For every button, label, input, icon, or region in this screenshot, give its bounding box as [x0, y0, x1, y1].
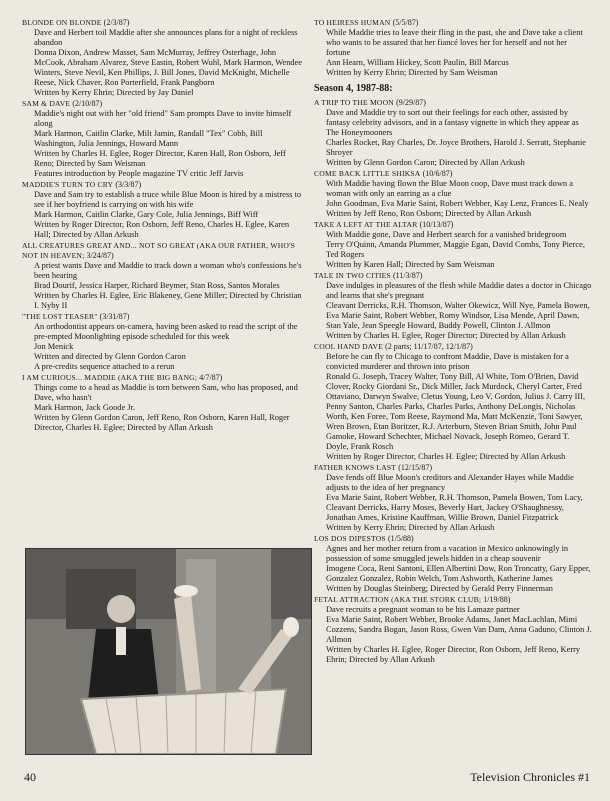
episode-date: (3/3/87) — [115, 180, 142, 189]
episode-date: 4/7/87) — [199, 373, 223, 382]
episode-text-line: Ronald G. Joseph, Tracey Walter, Tony Bill, Al White, Tom O'Brien, David Clover, Rocky Giordani Sr., Dick Miller, Jack Murdock, Cheryl Carter, Fred Ottaviano, Darwyn Swalve, Cletus Young, Leo V. Gordon, Julius J. Carry III, Penny Santon, Charles Parks, Charles Parks, Anthony DeLongis, Nicholas Worth, Ken Foree, Tom Reese, Raymond Ma, Matt McKenzie, Toni Sawyer, Wren Brown, Etan Boritzer, R.J. Arterburn, Steven Brian Smith, John Paul Gamoke, Howard Schechter, Michael Novack, Joseph Romeo, Gerard T. Doyle, Frank Rosch — [326, 372, 586, 451]
episode-text-line: Dave and Sam try to establish a truce while Blue Moon is hired by a mistress to see if her boyfriend is carrying on with his wife — [34, 190, 302, 209]
episode-photo — [25, 548, 312, 755]
episode-date: (1/5/88) — [387, 534, 414, 543]
episode-title: ALL CREATURES GREAT AND... NOT SO GREAT (AKA OUR FATHER, WHO'S NOT IN HEAVEN; — [22, 241, 296, 260]
episode-text-line: Mark Harmon, Caitlin Clarke, Milt Jamin, Randall "Tex" Cobb, Bill Washington, Julia Jennings, Howard Mann — [34, 129, 263, 148]
episode-heading — [314, 342, 593, 352]
episode-heading — [22, 18, 306, 28]
episode-title: TO HEIRESS HUMAN — [314, 18, 391, 27]
episode-heading — [314, 169, 593, 179]
photo-image — [26, 549, 311, 754]
episode-text-line: Features introduction by People magazine TV critic Jeff Jarvis — [34, 169, 244, 178]
episode-text-line: Written and directed by Glenn Gordon Caron — [34, 352, 186, 361]
episode-entry — [22, 241, 306, 311]
episode-entry — [22, 99, 306, 179]
episode-text-line: Terry O'Quinn, Amanda Plummer, Maggie Egan, David Combs, Tony Pierce, Ted Rogers — [326, 240, 585, 259]
episode-text-line: Written by Karen Hall; Directed by Sam Weisman — [326, 260, 495, 269]
episode-text-line: Things come to a head as Maddie is torn between Sam, who has proposed, and Dave, who hasn't — [34, 383, 298, 402]
episode-heading — [22, 241, 306, 261]
episode-text-line: Maddie's night out with her "old friend" Sam prompts Dave to invite himself along — [34, 109, 292, 128]
episode-date: (5/5/87) — [392, 18, 419, 27]
episode-text-line: Written by Charles H. Eglee, Roger Director; Directed by Allan Arkush — [326, 331, 566, 340]
episode-text-line: Charles Rocket, Ray Charles, Dr. Joyce Brothers, Harold J. Serratt, Stephanie Shroyer — [326, 138, 587, 157]
episode-text-line: Mark Harmon, Jack Goode Jr. — [34, 403, 135, 412]
episode-text-line: Written by Roger Director, Charles H. Eglee; Directed by Allan Arkush — [326, 452, 566, 461]
episode-text-line: Written by Glenn Gordon Caron, Jeff Reno, Ron Osborn, Karen Hall, Roger Director, Charles H. Eglee; Directed by Allan Arkush — [34, 413, 290, 432]
episode-text-line: A pre-credits sequence attached to a rerun — [34, 362, 175, 371]
episode-heading — [22, 99, 306, 109]
episode-date: 1/19/88) — [483, 595, 511, 604]
episode-entry — [314, 18, 593, 78]
episode-text-line: Before he can fly to Chicago to confront Maddie, Dave is mistaken for a convicted murderer and thrown into prison — [326, 352, 569, 371]
episode-text-line: Brad Dourif, Jessica Harper, Richard Beymer, Stan Ross, Santos Morales — [34, 281, 280, 290]
episode-entry — [22, 373, 306, 433]
episode-title: FETAL ATTRACTION (AKA THE STORK CLUB; — [314, 595, 482, 604]
episode-title: LOS DOS DIPESTOS — [314, 534, 386, 543]
episode-text-line: Written by Charles H. Eglee, Roger Director, Karen Hall, Ron Osborn, Jeff Reno; Directed by Sam Weisman — [34, 149, 286, 168]
episode-title: I AM CURIOUS... MADDIE (AKA THE BIG BANG; — [22, 373, 198, 382]
episode-text-line: While Maddie tries to leave their fling in the past, she and Dave take a client who wants to be assured that her fiancé loves her for herself and not her fortune — [326, 28, 583, 57]
season-heading: Season 4, 1987-88: — [314, 83, 393, 94]
episode-title: COME BACK LITTLE SHIKSA — [314, 169, 421, 178]
publication-title: Television Chronicles #1 — [470, 770, 590, 784]
episode-text-line: With Maddie gone, Dave and Herbert search for a vanished bridegroom — [326, 230, 567, 239]
episode-text-line: Eva Marie Saint, Robert Webber, Brooke Adams, Janet MacLachlan, Mimi Cozzens, Sandra Bogan, Jason Ross, Gwen Van Dam, Anna Gaduno, Clinton J. Allmon — [326, 615, 592, 644]
episode-date: (10/13/87) — [419, 220, 454, 229]
episode-title: SAM & DAVE — [22, 99, 71, 108]
episode-text-line: Eva Marie Saint, Robert Webber, R.H. Thomson, Pamela Bowen, Tom Lacy, Cleavant Derricks, Harry Moses, Beverly Hart, Jackey O'Shaughnessy, Jonathan Ames, Kristine Kauffman, Willie Brown, Daniel Fitzpatrick — [326, 493, 583, 522]
episode-entry — [314, 98, 593, 168]
episode-date: (9/29/87) — [396, 98, 426, 107]
episode-title: TALE IN TWO CITIES — [314, 271, 391, 280]
episode-entry — [22, 18, 306, 98]
episode-text-line: Dave indulges in pleasures of the flesh while Maddie dates a doctor in Chicago and learns that she's pregnant — [326, 281, 592, 300]
episode-text-line: Written by Kerry Ehrin; Directed by Jay Daniel — [34, 88, 194, 97]
episode-title: BLONDE ON BLONDE — [22, 18, 102, 27]
episode-text-line: Dave and Maddie try to sort out their feelings for each other, assisted by fantasy celebrity advisors, and in a fantasy vignette in which they appear as The Honeymooners — [326, 108, 579, 137]
episode-text-line: Written by Jeff Reno, Ron Osborn; Directed by Allan Arkush — [326, 209, 532, 218]
episode-date: (3/31/87) — [99, 312, 130, 321]
episode-text-line: Ann Hearn, William Hickey, Scott Paulin, Bill Marcus — [326, 58, 509, 67]
episode-entry — [314, 534, 593, 594]
episode-text-line: An orthodontist appears on-camera, having been asked to read the script of the pre-empted Moonlighting episode scheduled for this week — [34, 322, 298, 341]
episode-title: COOL HAND DAVE — [314, 342, 384, 351]
episode-heading — [314, 220, 593, 230]
episode-text-line: Agnes and her mother return from a vacation in Mexico unknowingly in possession of some smuggled jewels hidden in a cheap souvenir — [326, 544, 569, 563]
episode-text-line: A priest wants Dave and Maddie to track down a woman who's confessions he's been hearing — [34, 261, 302, 280]
episode-text-line: With Maddie having flown the Blue Moon coop, Dave must track down a woman with only an earring as a clue — [326, 179, 573, 198]
page-number: 40 — [24, 770, 36, 784]
episode-text-line: Written by Kerry Ehrin; Directed by Allan Arkush — [326, 523, 495, 532]
episode-text-line: Written by Kerry Ehrin; Directed by Sam Weisman — [326, 68, 498, 77]
episode-date: (2/3/87) — [103, 18, 130, 27]
episode-heading — [22, 312, 306, 322]
episode-text-line: John Goodman, Eva Marie Saint, Robert Webber, Kay Lenz, Frances E. Nealy — [326, 199, 589, 208]
episode-text-line: Mark Harmon, Caitlin Clarke, Gary Cole, Julia Jennings, Biff Wiff — [34, 210, 259, 219]
episode-text-line: Dave and Herbert toil Maddie after she announces plans for a night of reckless abandon — [34, 28, 298, 47]
episode-entry — [314, 342, 593, 462]
episode-heading — [22, 180, 306, 190]
episode-text-line: Cleavant Derricks, R.H. Thomson, Walter Okewicz, Will Nye, Pamela Bowen, Eva Marie Saint, Robert Webber, Romy Windsor, Lisa Mende, April Dawn, Stan Yale, Jean Speegle Howard, Buddy Powell, Clinton J. Allmon — [326, 301, 590, 330]
episode-heading — [314, 18, 593, 28]
episode-heading — [22, 373, 306, 383]
episode-date: (11/3/87) — [392, 271, 423, 280]
episode-text-line: Written by Douglas Steinberg; Directed by Gerald Perry Finnerman — [326, 584, 553, 593]
episode-heading — [314, 271, 593, 281]
episode-text-line: Written by Charles H. Eglee, Eric Blakeney, Gene Miller; Directed by Christian I. Nyby II — [34, 291, 302, 310]
episode-title: FATHER KNOWS LAST — [314, 463, 397, 472]
episode-entry — [22, 312, 306, 372]
episode-text-line: Dave recruits a pregnant woman to be his Lamaze partner — [326, 605, 520, 614]
episode-entry — [314, 271, 593, 341]
episode-entry — [314, 463, 593, 533]
episode-entry — [314, 595, 593, 665]
episode-date: (10/6/87) — [422, 169, 453, 178]
episode-text-line: Dave fends off Blue Moon's creditors and Alexander Hayes while Maddie adjusts to the idea of her pregnancy — [326, 473, 574, 492]
episode-entry — [314, 169, 593, 219]
episode-heading — [314, 595, 593, 605]
episode-text-line: Imogene Coca, Reni Santoni, Ellen Albertini Dow, Ron Troncatty, Gary Epper, Gonzalez Gonzalez, Robin Welch, Tom Ashworth, Katherine James — [326, 564, 591, 583]
episode-heading — [314, 98, 593, 108]
episode-date: (2 parts; 11/17/87, 12/1/87) — [385, 342, 473, 351]
episode-text-line: Written by Charles H. Eglee, Roger Director, Ron Osborn, Jeff Reno, Kerry Ehrin; Directed by Allan Arkush — [326, 645, 581, 664]
episode-date: (12/15/87) — [398, 463, 433, 472]
episode-title: TAKE A LEFT AT THE ALTAR — [314, 220, 418, 229]
episode-entry — [314, 220, 593, 270]
episode-title: MADDIE'S TURN TO CRY — [22, 180, 114, 189]
episode-text-line: Donna Dixon, Andrew Masset, Sam McMurray, Jeffrey Osterhage, John McCook, Abraham Alvarez, Steve Eastin, Robert Wuhl, Mark Harmon, Wendee Winters, Steve Nevil, Ken Phillips, J. Bill Jones, David McKnight, Michelle Reese, Nick Chaver, Ron Porterfield, Frank Pangborn — [34, 48, 303, 87]
episode-text-line: Jon Menick — [34, 342, 74, 351]
episode-title: "THE LOST TEASER" — [22, 312, 98, 321]
episode-date: 3/24/87) — [86, 251, 114, 260]
left-column — [22, 18, 306, 434]
episode-text-line: Written by Glenn Gordon Caron; Directed by Allan Arkush — [326, 158, 525, 167]
episode-heading — [314, 534, 593, 544]
right-column — [314, 18, 593, 666]
episode-date: (2/10/87) — [72, 99, 103, 108]
episode-text-line: Written by Roger Director, Ron Osborn, Jeff Reno, Charles H. Eglee, Karen Hall; Directed by Allan Arkush — [34, 220, 290, 239]
episode-heading — [314, 463, 593, 473]
episode-entry — [22, 180, 306, 240]
episode-title: A TRIP TO THE MOON — [314, 98, 394, 107]
